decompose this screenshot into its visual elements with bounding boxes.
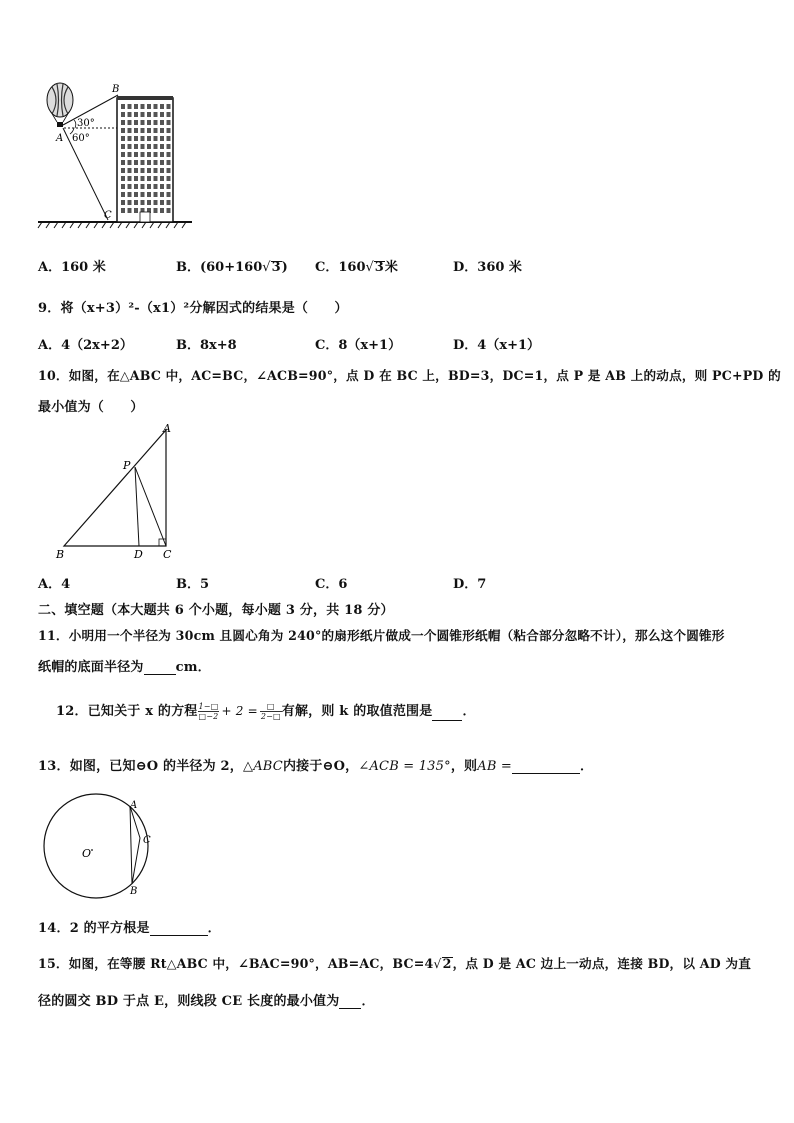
building-window xyxy=(147,136,151,141)
building-window xyxy=(154,112,158,117)
q15-line1-pre: 15．如图，在等腰 Rt△ABC 中，∠BAC=90°，AB=AC，BC=4 xyxy=(38,956,434,971)
label-P: P xyxy=(123,459,131,472)
building-window xyxy=(134,160,138,165)
q12-mid: + 2 = xyxy=(221,704,258,718)
balloon-building-figure xyxy=(36,78,196,230)
building-window xyxy=(160,112,164,117)
building-window xyxy=(160,128,164,133)
q12-pre: 12．已知关于 x 的方程 xyxy=(56,704,198,719)
label-B: B xyxy=(56,548,65,561)
building-window xyxy=(147,160,151,165)
label-B: B xyxy=(112,84,120,95)
building-window xyxy=(128,160,132,165)
q12-frac1-num: 1−□ xyxy=(198,702,219,711)
building-window xyxy=(167,128,171,133)
q8-option-c-pre: C．160 xyxy=(315,260,366,275)
building-window xyxy=(154,136,158,141)
building-window xyxy=(160,192,164,197)
q10-option-d: D．7 xyxy=(453,577,487,592)
q9-option-b: B．8x+8 xyxy=(176,338,237,353)
building-window xyxy=(154,168,158,173)
q11-stem-line2 xyxy=(38,656,211,675)
q12-fraction-1 xyxy=(198,702,220,721)
building-window xyxy=(147,144,151,149)
building-window xyxy=(154,144,158,149)
q14-stem xyxy=(38,917,221,936)
answer-blank[interactable] xyxy=(150,920,208,936)
building-window xyxy=(128,104,132,109)
q8-option-d: D．360 米 xyxy=(453,260,522,275)
building-window xyxy=(147,120,151,125)
building-window xyxy=(154,192,158,197)
building-window xyxy=(128,128,132,133)
q8-option-b-pre: B．(60+160 xyxy=(176,260,263,275)
building-window xyxy=(121,184,125,189)
q12-frac1-den: □−2 xyxy=(198,712,219,721)
building-window xyxy=(121,128,125,133)
label-B: B xyxy=(130,886,138,897)
q12-stem xyxy=(56,700,476,721)
building-window xyxy=(128,168,132,173)
building-window xyxy=(167,168,171,173)
q9-stem: 9．将（x+3）²-（x1）²分解因式的结果是（ ） xyxy=(38,301,348,316)
building-window xyxy=(167,192,171,197)
building-window xyxy=(128,136,132,141)
q10-option-c: C．6 xyxy=(315,577,348,592)
building-window xyxy=(160,160,164,165)
q15-line2-pre: 径的圆交 BD 于点 E，则线段 CE 长度的最小值为 xyxy=(38,994,340,1009)
building-window xyxy=(167,176,171,181)
q13-ab: AB = xyxy=(477,759,513,774)
building-window xyxy=(141,144,145,149)
q9-option-d: D．4（x+1） xyxy=(453,338,541,353)
building-window xyxy=(121,112,125,117)
building-window xyxy=(160,136,164,141)
q8-option-c xyxy=(315,256,398,275)
building-window xyxy=(121,160,125,165)
sqrt-icon: √ xyxy=(262,260,271,275)
building-window xyxy=(141,192,145,197)
building-window xyxy=(128,152,132,157)
building-window xyxy=(141,184,145,189)
angle-30: 30° xyxy=(77,118,95,129)
building-window xyxy=(160,144,164,149)
building-window xyxy=(154,176,158,181)
building-window xyxy=(167,104,171,109)
building-window xyxy=(128,144,132,149)
building-window xyxy=(128,192,132,197)
q14-end: ． xyxy=(207,921,221,936)
label-A: A xyxy=(130,800,138,811)
q9-option-c: C．8（x+1） xyxy=(315,338,402,353)
building-window xyxy=(121,144,125,149)
q8-option-b-root: 3 xyxy=(271,260,281,275)
q14-pre: 14．2 的平方根是 xyxy=(38,921,150,936)
label-O: O xyxy=(82,847,92,860)
building-window xyxy=(154,120,158,125)
building-window xyxy=(134,112,138,117)
building-window xyxy=(121,208,125,213)
q13-stem xyxy=(38,755,593,774)
building-window xyxy=(154,208,158,213)
q15-stem-line2 xyxy=(38,990,375,1009)
building-window xyxy=(154,184,158,189)
building-window xyxy=(160,152,164,157)
building-window xyxy=(134,192,138,197)
answer-blank[interactable] xyxy=(512,758,580,774)
building-window xyxy=(160,104,164,109)
q15-stem-line1 xyxy=(38,953,751,972)
building-window xyxy=(154,104,158,109)
q9-option-a: A．4（2x+2） xyxy=(38,338,133,353)
building-window xyxy=(128,184,132,189)
building-window xyxy=(167,200,171,205)
q8-option-a: A．160 米 xyxy=(38,260,106,275)
q13-angle: ∠ACB = 135° xyxy=(358,759,451,774)
building-window xyxy=(141,168,145,173)
building-window xyxy=(128,112,132,117)
q12-frac2-den: 2−□ xyxy=(260,712,281,721)
section-heading: 二、填空题（本大题共 6 个小题，每小题 3 分，共 18 分） xyxy=(38,603,394,618)
building-window xyxy=(167,208,171,213)
q10-option-b: B．5 xyxy=(176,577,210,592)
sqrt-icon: √ xyxy=(433,956,442,971)
q10-stem-line2: 最小值为（ ） xyxy=(38,400,144,415)
building-window xyxy=(147,184,151,189)
building-window xyxy=(141,128,145,133)
q8-option-c-post: 米 xyxy=(384,260,398,275)
building-window xyxy=(134,152,138,157)
answer-blank[interactable] xyxy=(144,659,176,675)
building-window xyxy=(134,120,138,125)
building-window xyxy=(167,184,171,189)
q13-triangle: △ABC xyxy=(243,759,283,774)
q8-option-b xyxy=(176,256,288,275)
q12-fraction-2 xyxy=(260,702,282,721)
building-window xyxy=(154,160,158,165)
q12-frac2-num: □ xyxy=(260,702,282,712)
building-window xyxy=(134,136,138,141)
building-window xyxy=(121,200,125,205)
building-window xyxy=(147,112,151,117)
q10-stem-line1: 10．如图，在△ABC 中，AC=BC，∠ACB=90°，点 D 在 BC 上，BD=3，DC=1，点 P 是 AB 上的动点，则 PC+PD 的 xyxy=(38,368,781,383)
building-window xyxy=(128,176,132,181)
building-window xyxy=(121,192,125,197)
building-window xyxy=(160,120,164,125)
q12-post: 有解，则 k 的取值范围是 xyxy=(281,704,433,719)
building-window xyxy=(121,104,125,109)
building-window xyxy=(134,200,138,205)
building-window xyxy=(134,128,138,133)
q13-pre: 13．如图，已知⊖O 的半径为 2， xyxy=(38,759,244,774)
q13-post: ，则 xyxy=(450,759,478,774)
building-window xyxy=(121,176,125,181)
building-window xyxy=(134,168,138,173)
q12-end: ． xyxy=(462,704,476,719)
q13-circle-figure xyxy=(34,792,160,902)
building-window xyxy=(141,112,145,117)
building-window xyxy=(128,208,132,213)
building-window xyxy=(147,192,151,197)
building-window xyxy=(141,104,145,109)
building-window xyxy=(147,176,151,181)
building-window xyxy=(160,200,164,205)
building-window xyxy=(141,120,145,125)
q8-option-b-post: ) xyxy=(281,260,288,275)
building-window xyxy=(154,128,158,133)
building-window xyxy=(147,200,151,205)
building-window xyxy=(141,152,145,157)
building-window xyxy=(141,176,145,181)
q11-stem-line1: 11．小明用一个半径为 30cm 且圆心角为 240°的扇形纸片做成一个圆锥形纸帽（粘合部分忽略不计），那么这个圆锥形 xyxy=(38,628,725,643)
building-window xyxy=(134,104,138,109)
building-window xyxy=(141,200,145,205)
building-window xyxy=(167,136,171,141)
building-window xyxy=(147,104,151,109)
building-window xyxy=(121,136,125,141)
building-window xyxy=(154,152,158,157)
label-D: D xyxy=(134,548,143,561)
building-window xyxy=(121,152,125,157)
q15-line2-end: ． xyxy=(361,994,375,1009)
q13-end: ． xyxy=(580,759,594,774)
angle-60: 60° xyxy=(72,133,90,144)
sqrt-icon: √ xyxy=(365,260,374,275)
building-window xyxy=(167,144,171,149)
building-window xyxy=(121,120,125,125)
building-window xyxy=(167,120,171,125)
label-C: C xyxy=(104,210,112,221)
building-window xyxy=(147,168,151,173)
building-window xyxy=(134,144,138,149)
building-window xyxy=(147,152,151,157)
building-window xyxy=(167,160,171,165)
label-C: C xyxy=(143,835,151,846)
q11-line2-pre: 纸帽的底面半径为 xyxy=(38,660,144,675)
building-window xyxy=(147,128,151,133)
building-window xyxy=(167,112,171,117)
building-window xyxy=(128,120,132,125)
building-window xyxy=(121,168,125,173)
building-window xyxy=(134,176,138,181)
building-window xyxy=(160,168,164,173)
q13-mid: 内接于⊖O， xyxy=(282,759,359,774)
q15-line1-post: ，点 D 是 AC 边上一动点，连接 BD，以 AD 为直 xyxy=(452,956,751,971)
building-window xyxy=(160,184,164,189)
building-window xyxy=(141,160,145,165)
label-A: A xyxy=(56,133,64,144)
building-window xyxy=(134,184,138,189)
label-C: C xyxy=(163,548,172,561)
building-window xyxy=(160,176,164,181)
building-window xyxy=(160,208,164,213)
answer-blank[interactable] xyxy=(432,705,462,721)
q8-option-c-root: 3 xyxy=(374,260,384,275)
label-A: A xyxy=(163,422,171,435)
building-window xyxy=(167,152,171,157)
building-window xyxy=(154,200,158,205)
q10-triangle-figure xyxy=(52,420,182,562)
q15-root: 2 xyxy=(442,956,452,971)
building-window xyxy=(128,200,132,205)
q11-line2-post: cm． xyxy=(175,660,211,675)
answer-blank[interactable] xyxy=(339,993,361,1009)
building-window xyxy=(134,208,138,213)
q10-option-a: A．4 xyxy=(38,577,71,592)
building-window xyxy=(141,136,145,141)
